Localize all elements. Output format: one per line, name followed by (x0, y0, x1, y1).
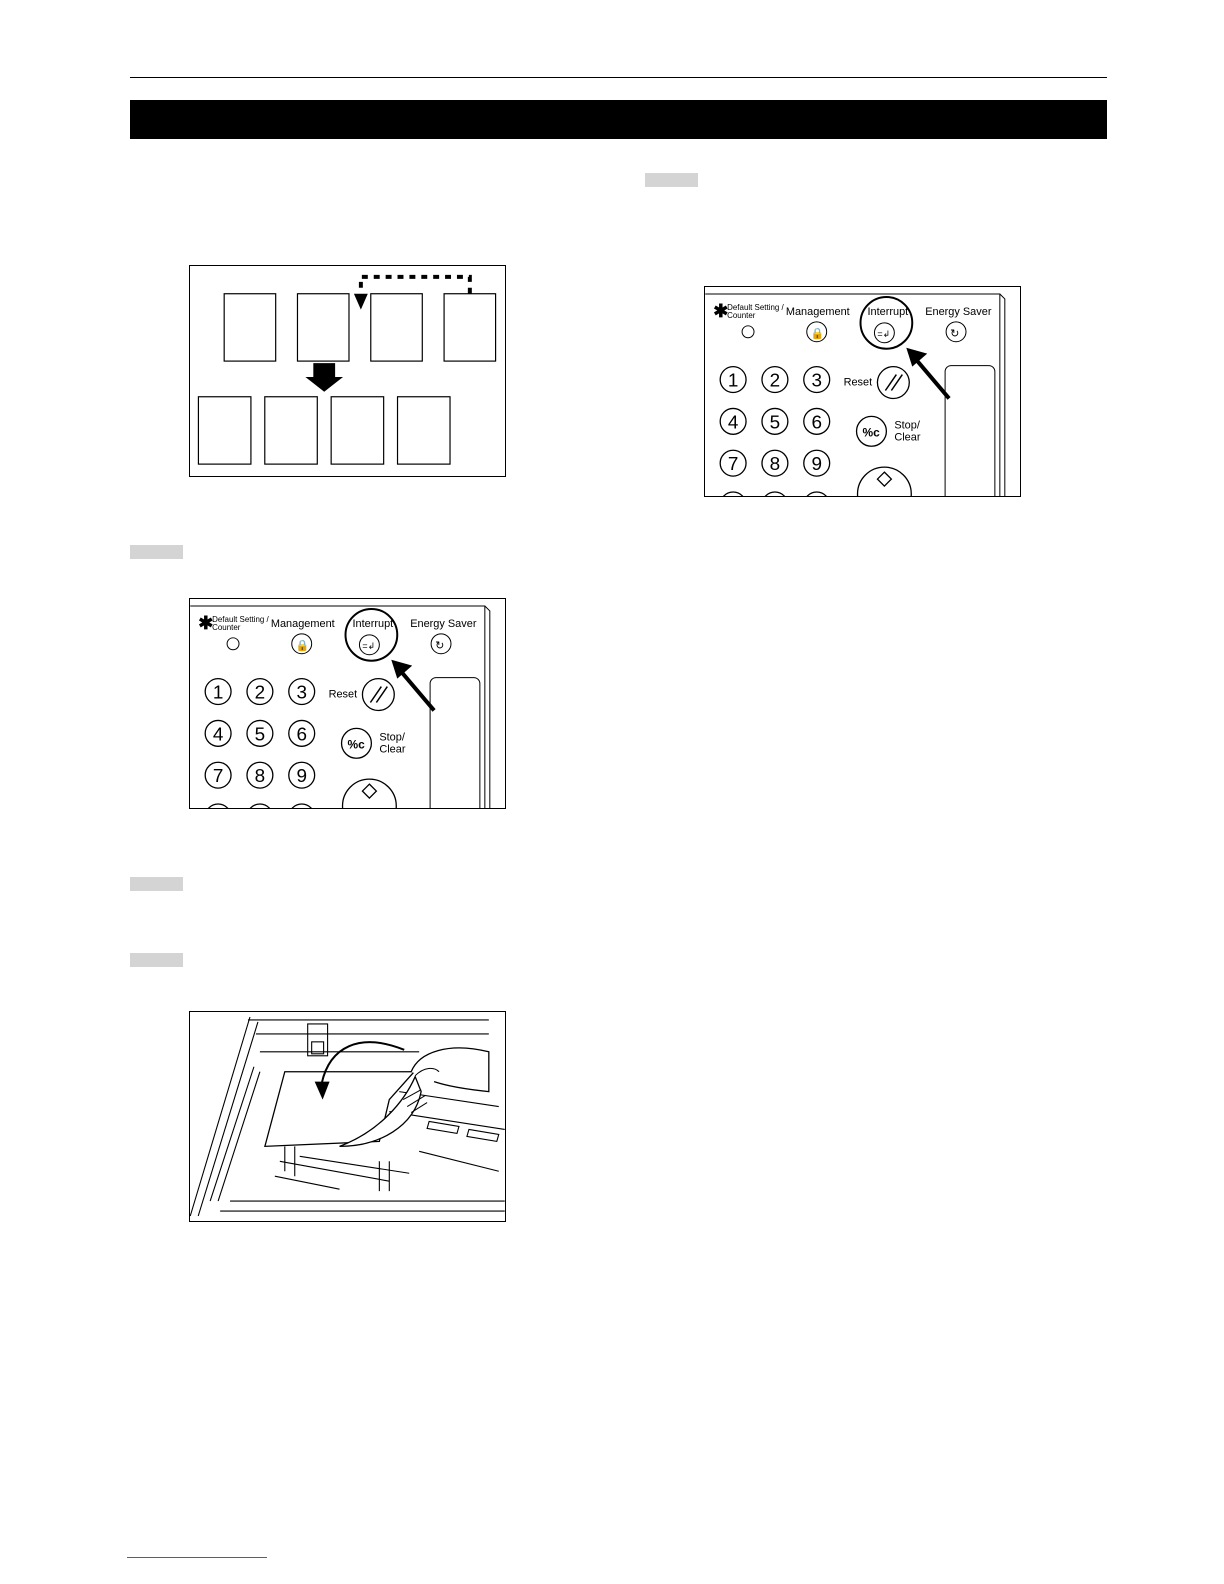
key-1-label: 1 (212, 682, 224, 704)
key-4-label: 4 (727, 412, 739, 434)
interrupt-icon: =↲ (362, 640, 376, 651)
pointer-arrowhead (391, 660, 412, 679)
step-tab-3 (130, 953, 183, 967)
management-label: Management (270, 617, 335, 630)
stop-clear-icon: %c (862, 425, 880, 440)
control-panel-figure-right (704, 286, 1021, 497)
key-5-label: 5 (769, 412, 781, 434)
page-order-diagram (189, 265, 506, 477)
key-4-label: 4 (212, 724, 224, 746)
energy-saver-label: Energy Saver (410, 617, 477, 630)
start-icon (877, 472, 891, 486)
lock-icon: 🔒 (810, 327, 825, 340)
step-tab-right (645, 173, 698, 187)
energy-saver-icon: ↻ (950, 327, 960, 340)
pointer-arrowhead (906, 348, 927, 367)
key-6-label: 6 (296, 724, 307, 746)
section-header-bar (130, 100, 1107, 139)
interrupt-label: Interrupt (867, 305, 909, 318)
reset-key[interactable] (877, 367, 909, 399)
key-8-label: 8 (769, 454, 781, 476)
key-7-label: 7 (727, 454, 739, 476)
key-2-label: 2 (254, 682, 266, 704)
top-rule (130, 77, 1107, 78)
default-setting-indicator (742, 326, 754, 338)
key-1-label: 1 (727, 370, 739, 392)
original-placement-figure (189, 1011, 506, 1222)
key-5-label: 5 (254, 724, 266, 746)
key-3-label: 3 (296, 682, 307, 704)
default-setting-label: Default Setting / (212, 614, 269, 624)
interrupt-icon: =↲ (877, 328, 891, 339)
key-9-label: 9 (811, 454, 822, 476)
reset-key[interactable] (362, 679, 394, 711)
step-tab-1 (130, 545, 183, 559)
stop-label: Stop/ (379, 731, 405, 744)
control-panel-figure-left (189, 598, 506, 809)
key-9-label: 9 (296, 766, 307, 788)
energy-saver-icon: ↻ (435, 639, 445, 652)
key-3-label: 3 (811, 370, 822, 392)
asterisk-icon: ✱ (713, 300, 729, 321)
reset-label: Reset (328, 688, 358, 701)
asterisk-icon: ✱ (198, 612, 214, 633)
start-icon (362, 784, 376, 798)
key-7-label: 7 (212, 766, 224, 788)
step-tab-2 (130, 877, 183, 891)
key-6-label: 6 (811, 412, 822, 434)
management-label: Management (785, 305, 850, 318)
key-8-label: 8 (254, 766, 266, 788)
energy-saver-label: Energy Saver (925, 305, 992, 318)
counter-label: Counter (212, 622, 241, 632)
interrupt-label: Interrupt (352, 617, 394, 630)
reset-label: Reset (843, 376, 873, 389)
key-2-label: 2 (769, 370, 781, 392)
lock-icon: 🔒 (295, 639, 310, 652)
reset-icon (370, 687, 387, 703)
reset-icon (885, 375, 902, 391)
counter-label: Counter (727, 310, 756, 320)
default-setting-indicator (227, 638, 239, 650)
default-setting-label: Default Setting / (727, 302, 784, 312)
stop-clear-icon: %c (347, 737, 365, 752)
clear-label: Clear (894, 431, 921, 444)
bottom-link-underline (127, 1557, 267, 1558)
stop-label: Stop/ (894, 419, 920, 432)
clear-label: Clear (379, 743, 406, 756)
